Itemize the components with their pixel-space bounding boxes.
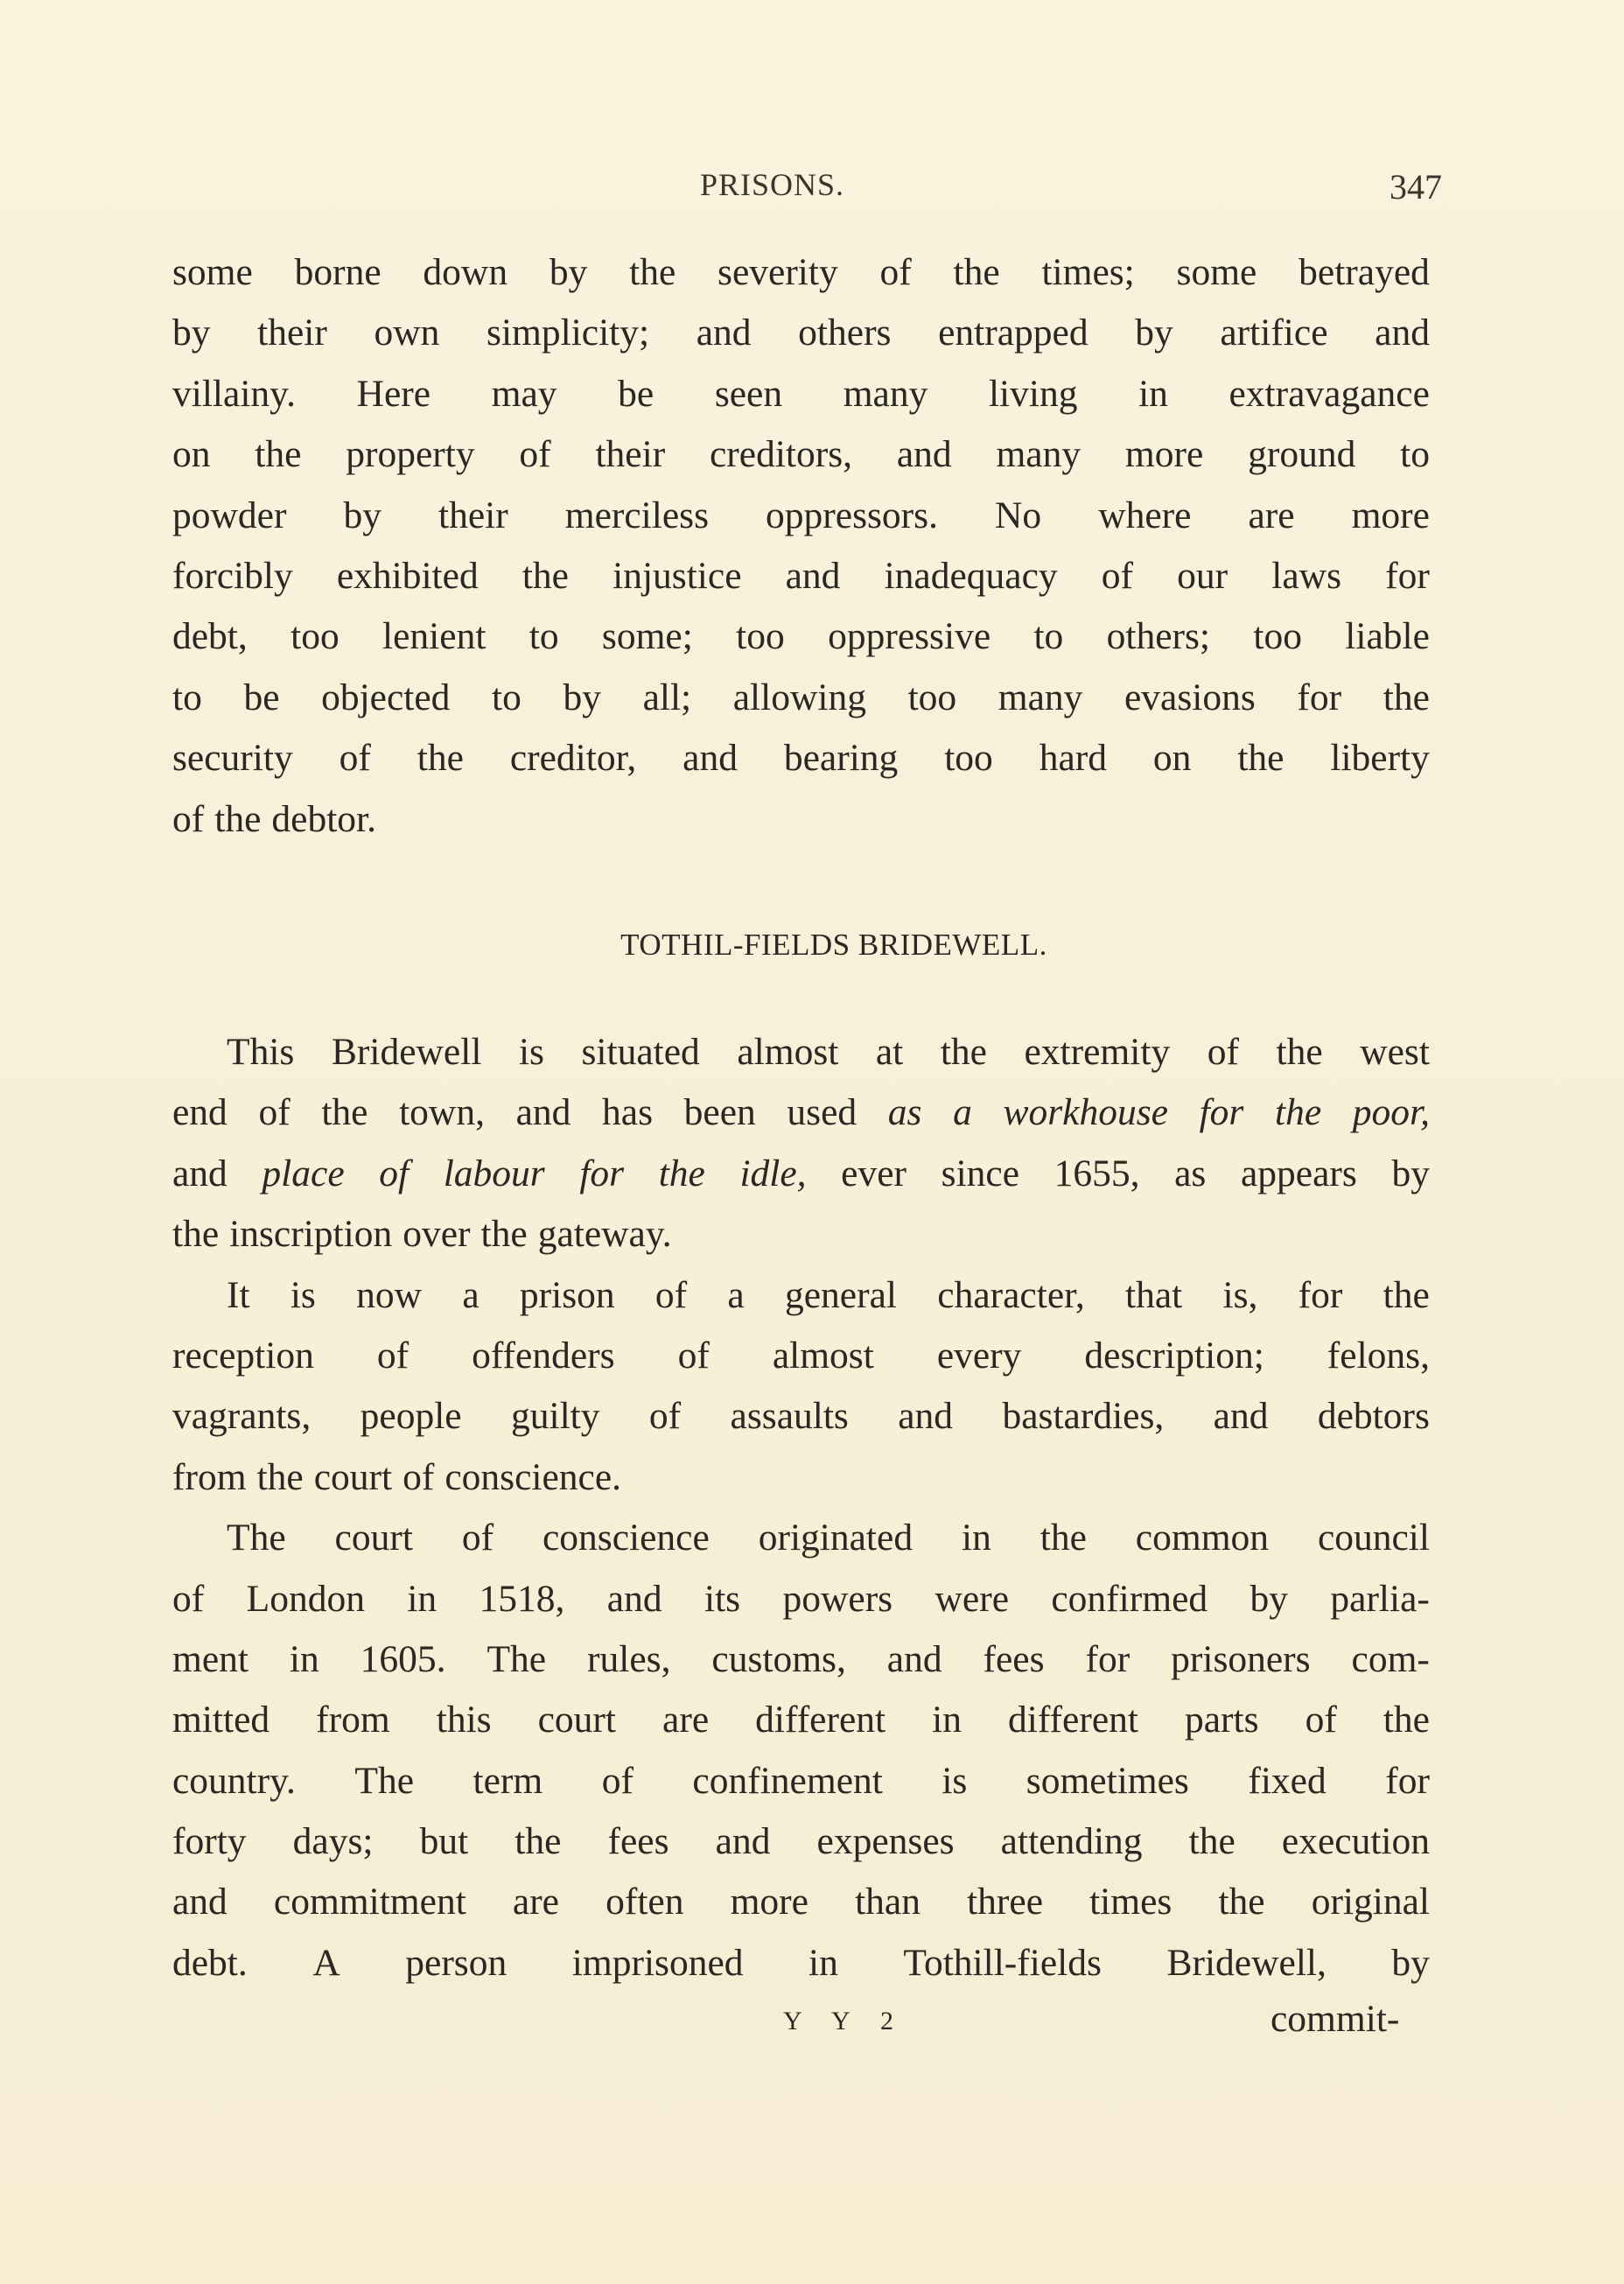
- word: some: [1176, 251, 1257, 293]
- word: from: [172, 1455, 247, 1498]
- text-line: [172, 606, 1430, 667]
- word: for: [1298, 1273, 1343, 1316]
- word: Here: [356, 372, 431, 415]
- word: execution: [1281, 1820, 1430, 1863]
- word: 1605.: [360, 1637, 446, 1680]
- word: prison: [519, 1273, 615, 1316]
- word: many: [843, 372, 928, 415]
- word: of: [648, 1395, 682, 1438]
- word: in: [407, 1577, 438, 1620]
- word: No: [995, 494, 1042, 536]
- word: powder: [172, 494, 287, 536]
- word: Bridewell,: [1166, 1941, 1326, 1984]
- text-line: [172, 728, 1430, 788]
- word: a: [462, 1273, 480, 1316]
- word: ment: [172, 1637, 248, 1680]
- text-line: [172, 789, 1430, 850]
- text-line: [172, 1326, 1430, 1386]
- word: It: [227, 1273, 250, 1316]
- word: to: [528, 615, 559, 658]
- word: of: [1305, 1699, 1337, 1741]
- word: the: [172, 1213, 220, 1256]
- word: extravagance: [1228, 372, 1430, 415]
- word: powers: [782, 1577, 893, 1620]
- word: the: [256, 1455, 304, 1498]
- word: seen: [714, 372, 783, 415]
- word: by: [1135, 312, 1173, 354]
- word: own: [374, 312, 440, 354]
- word: some: [172, 251, 253, 293]
- text-line: [172, 424, 1430, 485]
- word: every: [936, 1334, 1022, 1377]
- word: the: [629, 251, 676, 293]
- italic-word: a: [953, 1091, 972, 1134]
- word: its: [704, 1577, 741, 1620]
- word: security: [172, 737, 293, 780]
- word: to: [1033, 615, 1064, 658]
- word: bastardies,: [1002, 1395, 1165, 1438]
- word: fees: [983, 1637, 1045, 1680]
- word: is,: [1222, 1273, 1258, 1316]
- word: merciless: [564, 494, 710, 536]
- word: gateway.: [537, 1213, 672, 1256]
- word: imprisoned: [571, 1941, 744, 1984]
- word: character,: [937, 1273, 1085, 1316]
- word: of: [1207, 1031, 1239, 1073]
- word: the: [480, 1213, 528, 1256]
- word: some;: [601, 615, 693, 658]
- word: fees: [607, 1820, 669, 1863]
- word: the: [1382, 1273, 1430, 1316]
- text-line: [172, 1447, 1430, 1508]
- page-number: 347: [1390, 167, 1442, 207]
- italic-word: labour: [443, 1152, 545, 1195]
- word: all;: [642, 676, 692, 718]
- word: at: [875, 1031, 904, 1073]
- word: inscription: [229, 1213, 393, 1256]
- text-line: [172, 1690, 1430, 1750]
- word: many: [998, 676, 1083, 718]
- text-line: [172, 1811, 1430, 1872]
- word: com-: [1351, 1637, 1430, 1680]
- word: in: [932, 1699, 962, 1741]
- word: for: [1297, 676, 1342, 718]
- word: This: [227, 1031, 295, 1073]
- word: is: [290, 1273, 316, 1316]
- word: to: [1400, 433, 1430, 476]
- catchword: commit-: [1270, 1998, 1400, 2040]
- word: liberty: [1330, 737, 1430, 780]
- text-line: [172, 1569, 1430, 1629]
- text-line: [172, 303, 1430, 363]
- word: their: [257, 312, 327, 354]
- word: more: [730, 1881, 808, 1923]
- word: The: [486, 1637, 547, 1680]
- word: original: [1311, 1881, 1430, 1923]
- word: by: [1391, 1152, 1430, 1195]
- word: end: [172, 1091, 228, 1134]
- italic-word: the: [1274, 1091, 1322, 1134]
- word: of: [402, 1455, 435, 1498]
- continued-paragraph: [172, 242, 1430, 850]
- word: evasions: [1124, 676, 1256, 718]
- text-line: [172, 1872, 1430, 1932]
- word: our: [1177, 554, 1228, 597]
- word: and: [898, 1395, 954, 1438]
- word: of: [519, 433, 551, 476]
- word: simplicity;: [486, 312, 650, 354]
- word: others;: [1106, 615, 1211, 658]
- word: and: [696, 312, 752, 354]
- word: the: [255, 433, 302, 476]
- word: three: [967, 1881, 1043, 1923]
- word: the: [953, 251, 1000, 293]
- text-line: [172, 1508, 1430, 1568]
- word: parlia-: [1330, 1577, 1430, 1620]
- text-line: [172, 1933, 1430, 1993]
- word: the: [1188, 1820, 1236, 1863]
- word: by: [549, 251, 588, 293]
- word: more: [1124, 433, 1204, 476]
- running-title: PRISONS.: [700, 167, 845, 202]
- word: parts: [1184, 1699, 1259, 1741]
- word: court: [313, 1455, 393, 1498]
- word: by: [563, 676, 601, 718]
- word: objected: [321, 676, 451, 718]
- word: of: [677, 1334, 710, 1377]
- word: of: [172, 797, 205, 840]
- word: since: [941, 1152, 1020, 1195]
- word: villainy.: [172, 372, 296, 415]
- word: for: [1085, 1637, 1130, 1680]
- word: down: [423, 251, 508, 293]
- word: Tothill-fields: [903, 1941, 1102, 1984]
- word: many: [996, 433, 1082, 476]
- word: the: [1218, 1881, 1265, 1923]
- word: and: [172, 1152, 228, 1195]
- word: creditors,: [709, 433, 853, 476]
- word: bearing: [783, 737, 899, 780]
- word: the: [1040, 1517, 1087, 1559]
- word: from: [316, 1699, 390, 1741]
- word: too: [944, 737, 993, 780]
- word: living: [988, 372, 1078, 415]
- word: in: [289, 1637, 319, 1680]
- word: too: [1253, 615, 1302, 658]
- word: confirmed: [1051, 1577, 1208, 1620]
- italic-word: idle,: [739, 1152, 807, 1195]
- word: debtors: [1317, 1395, 1430, 1438]
- word: of: [1101, 554, 1134, 597]
- word: laws: [1271, 554, 1342, 597]
- word: prisoners: [1171, 1637, 1311, 1680]
- word: court: [537, 1699, 617, 1741]
- text-line: [172, 364, 1430, 424]
- word: and: [785, 554, 841, 597]
- italic-word: the: [658, 1152, 705, 1195]
- word: and: [886, 1637, 942, 1680]
- word: people: [360, 1395, 462, 1438]
- word: debt.: [172, 1941, 248, 1984]
- italic-word: of: [379, 1152, 410, 1195]
- word: Bridewell: [331, 1031, 482, 1073]
- word: and: [682, 737, 738, 780]
- word: now: [356, 1273, 423, 1316]
- word: London: [246, 1577, 365, 1620]
- word: this: [436, 1699, 492, 1741]
- word: lenient: [382, 615, 486, 658]
- word: sometimes: [1026, 1759, 1189, 1802]
- word: the: [1276, 1031, 1323, 1073]
- text-line: [172, 242, 1430, 303]
- text-line: [172, 1204, 1430, 1265]
- word: town,: [399, 1091, 485, 1134]
- word: the: [1382, 676, 1430, 718]
- word: entrapped: [938, 312, 1088, 354]
- word: artifice: [1220, 312, 1328, 354]
- word: expenses: [816, 1820, 955, 1863]
- word: reception: [172, 1334, 314, 1377]
- word: in: [808, 1941, 838, 1984]
- word: the: [940, 1031, 987, 1073]
- word: the: [416, 737, 464, 780]
- word: term: [472, 1759, 543, 1802]
- word: offenders: [472, 1334, 615, 1377]
- word: severity: [718, 251, 838, 293]
- word: over: [402, 1213, 471, 1256]
- word: betrayed: [1298, 251, 1430, 293]
- word: different: [1008, 1699, 1138, 1741]
- word: hard: [1039, 737, 1107, 780]
- word: has: [602, 1091, 654, 1134]
- word: A: [312, 1941, 340, 1984]
- word: their: [595, 433, 666, 476]
- word: customs,: [711, 1637, 846, 1680]
- word: to: [172, 676, 202, 718]
- word: The: [227, 1517, 286, 1559]
- word: that: [1125, 1273, 1183, 1316]
- word: attending: [1000, 1820, 1143, 1863]
- word: the: [514, 1820, 562, 1863]
- signature-mark: Y Y 2: [783, 2007, 906, 2035]
- word: too: [290, 615, 340, 658]
- word: by: [1250, 1577, 1289, 1620]
- word: conscience.: [444, 1455, 622, 1498]
- word: on: [172, 433, 211, 476]
- word: and: [606, 1577, 662, 1620]
- word: in: [961, 1517, 991, 1559]
- italic-word: place: [262, 1152, 345, 1195]
- word: The: [354, 1759, 415, 1802]
- word: in: [1138, 372, 1168, 415]
- word: as: [1174, 1152, 1207, 1195]
- word: for: [1385, 1759, 1430, 1802]
- text-line: [172, 546, 1430, 606]
- word: of: [654, 1273, 688, 1316]
- word: extremity: [1024, 1031, 1171, 1073]
- text-line: [172, 486, 1430, 546]
- word: originated: [758, 1517, 914, 1559]
- word: the: [1382, 1699, 1430, 1741]
- word: injustice: [612, 554, 742, 597]
- word: confinement: [692, 1759, 883, 1802]
- word: debtor.: [271, 797, 377, 840]
- word: exhibited: [336, 554, 479, 597]
- word: by: [172, 312, 211, 354]
- word: than: [855, 1881, 920, 1923]
- word: and: [1375, 312, 1430, 354]
- word: where: [1098, 494, 1192, 536]
- word: different: [755, 1699, 886, 1741]
- word: times: [1089, 1881, 1172, 1923]
- word: vagrants,: [172, 1395, 312, 1438]
- word: common: [1135, 1517, 1270, 1559]
- word: debt,: [172, 615, 248, 658]
- word: forcibly: [172, 554, 293, 597]
- word: oppressive: [828, 615, 991, 658]
- word: of: [461, 1517, 494, 1559]
- word: be: [243, 676, 280, 718]
- word: description;: [1084, 1334, 1264, 1377]
- word: been: [683, 1091, 756, 1134]
- section-body: [172, 1022, 1430, 1993]
- word: ground: [1248, 433, 1356, 476]
- word: the: [214, 797, 262, 840]
- italic-word: poor,: [1352, 1091, 1430, 1134]
- word: country.: [172, 1759, 296, 1802]
- word: for: [1385, 554, 1430, 597]
- word: allowing: [732, 676, 866, 718]
- word: 1655,: [1054, 1152, 1140, 1195]
- word: felons,: [1326, 1334, 1430, 1377]
- word: days;: [292, 1820, 374, 1863]
- word: times;: [1041, 251, 1135, 293]
- word: their: [438, 494, 508, 536]
- word: are: [662, 1699, 710, 1741]
- word: used: [787, 1091, 858, 1134]
- word: of: [339, 737, 371, 780]
- word: of: [172, 1577, 205, 1620]
- italic-word: as: [887, 1091, 922, 1134]
- word: the: [1237, 737, 1284, 780]
- text-line: [172, 668, 1430, 728]
- word: 1518,: [479, 1577, 565, 1620]
- word: property: [346, 433, 475, 476]
- word: oppressors.: [766, 494, 938, 536]
- italic-word: for: [579, 1152, 625, 1195]
- word: and: [715, 1820, 771, 1863]
- word: person: [405, 1941, 508, 1984]
- word: were: [934, 1577, 1009, 1620]
- word: the: [522, 554, 569, 597]
- word: general: [785, 1273, 897, 1316]
- word: mitted: [172, 1699, 270, 1741]
- word: commitment: [273, 1881, 466, 1923]
- word: more: [1351, 494, 1430, 536]
- word: rules,: [587, 1637, 671, 1680]
- word: is: [942, 1759, 968, 1802]
- word: fixed: [1248, 1759, 1326, 1802]
- word: assaults: [730, 1395, 849, 1438]
- word: may: [491, 372, 557, 415]
- word: and: [1213, 1395, 1269, 1438]
- running-head: [0, 166, 1624, 210]
- word: by: [1391, 1941, 1430, 1984]
- word: situated: [581, 1031, 700, 1073]
- word: almost: [772, 1334, 874, 1377]
- word: liable: [1345, 615, 1430, 658]
- section-heading: TOTHIL-FIELDS BRIDEWELL.: [620, 928, 1047, 962]
- text-line: [172, 1022, 1430, 1082]
- word: on: [1152, 737, 1192, 780]
- word: and: [172, 1881, 228, 1923]
- word: often: [606, 1881, 684, 1923]
- word: but: [419, 1820, 469, 1863]
- word: of: [601, 1759, 634, 1802]
- word: are: [1248, 494, 1295, 536]
- word: of: [879, 251, 912, 293]
- word: too: [736, 615, 785, 658]
- word: of: [258, 1091, 290, 1134]
- word: appears: [1240, 1152, 1357, 1195]
- word: by: [343, 494, 382, 536]
- word: others: [798, 312, 892, 354]
- text-line: [172, 1082, 1430, 1143]
- word: to: [492, 676, 522, 718]
- italic-word: workhouse: [1003, 1091, 1168, 1134]
- word: west: [1360, 1031, 1430, 1073]
- word: borne: [294, 251, 382, 293]
- text-line: [172, 1265, 1430, 1326]
- word: are: [512, 1881, 559, 1923]
- word: is: [518, 1031, 544, 1073]
- word: creditor,: [509, 737, 637, 780]
- word: inadequacy: [884, 554, 1058, 597]
- word: council: [1317, 1517, 1430, 1559]
- word: forty: [172, 1820, 247, 1863]
- word: and: [896, 433, 952, 476]
- text-line: [172, 1751, 1430, 1811]
- word: of: [376, 1334, 410, 1377]
- word: the: [321, 1091, 368, 1134]
- word: guilty: [510, 1395, 600, 1438]
- word: almost: [737, 1031, 839, 1073]
- word: court: [334, 1517, 413, 1559]
- word: too: [907, 676, 957, 718]
- italic-word: for: [1199, 1091, 1244, 1134]
- word: ever: [841, 1152, 907, 1195]
- text-line: [172, 1144, 1430, 1204]
- text-line: [172, 1386, 1430, 1447]
- word: and: [515, 1091, 571, 1134]
- word: a: [727, 1273, 745, 1316]
- text-line: [172, 1629, 1430, 1690]
- word: conscience: [542, 1517, 710, 1559]
- word: be: [618, 372, 654, 415]
